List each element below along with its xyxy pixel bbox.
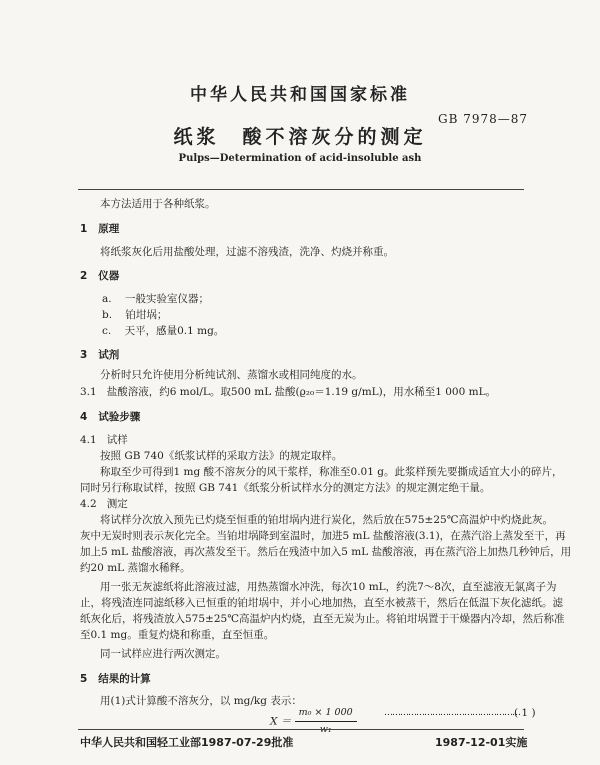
- section-4-1-p2-line2: 同时另行称取试样，按照 GB 741《纸浆分析试样水分的测定方法》的规定测定绝干量。: [80, 482, 491, 494]
- subsection-text: 盐酸溶液，约6 mol/L。取500 mL 盐酸(ϱ₂₀＝1.19 g/mL)，用水稀至1 000 mL。: [106, 386, 497, 398]
- section-4-2-p1-line4: 约20 mL 蒸馏水稀释。: [80, 562, 191, 574]
- section-4-2-p3: 同一试样应进行两次测定。: [100, 648, 226, 660]
- formula-lhs: X ＝: [270, 715, 292, 728]
- instrument-item-a: a. 一般实验室仪器；: [102, 293, 209, 305]
- section-title: 结果的计算: [98, 673, 151, 685]
- standard-category: 中华人民共和国国家标准: [190, 85, 410, 105]
- section-number: 2: [80, 270, 88, 282]
- top-rule: [78, 189, 524, 190]
- effective-date: 1987-12-01实施: [435, 736, 528, 749]
- section-4-2-p2-line1: 用一张无灰滤纸将此溶液过滤，用热蒸馏水冲洗，每次10 mL，约洗7～8次，直至滤液无氯离子为: [100, 581, 557, 593]
- document-title: 纸浆 酸不溶灰分的测定: [173, 126, 427, 148]
- formula-reference: ( 1 ): [514, 707, 536, 719]
- section-number: 5: [80, 673, 88, 685]
- bottom-rule: [78, 729, 524, 730]
- section-1-heading: [80, 221, 119, 236]
- english-title: Pulps—Determination of acid-insoluble ash: [178, 153, 422, 164]
- formula: [270, 706, 357, 737]
- section-number: 3: [80, 349, 88, 361]
- section-3-heading: [80, 347, 119, 362]
- section-4-2-p1-line1: 将试样分次放入预先已灼烧至恒重的铂坩埚内进行炭化，然后放在575±25℃高温炉中灼烧此灰。: [100, 514, 553, 526]
- section-title: 原理: [98, 223, 120, 235]
- section-4-1-p1: 按照 GB 740《纸浆试样的采取方法》的规定取样。: [100, 450, 343, 462]
- section-2-heading: [80, 268, 119, 283]
- section-4-2-p2-line2: 止，将残渣连同滤纸移入已恒重的铂坩埚中，并小心地加热，直至水被蒸干，然后在低温下灰化滤纸。滤: [80, 597, 563, 609]
- section-number: 4: [80, 411, 88, 423]
- section-1-text: 将纸浆灰化后用盐酸处理，过滤不溶残渣，洗净、灼烧并称重。: [100, 246, 394, 258]
- scope-text: 本方法适用于各种纸浆。: [100, 198, 216, 210]
- standard-code: GB 7978—87: [438, 112, 529, 126]
- section-4-1-p2-line1: 称取至少可得到1 mg 酸不溶灰分的风干浆样，称准至0.01 g。此浆样预先要撕成适宜大小的碎片，: [100, 466, 563, 478]
- section-3-1: [80, 385, 496, 399]
- section-5-heading: [80, 671, 151, 686]
- section-4-2-p1-line2: 灰中无炭时则表示灰化完全。当铂坩埚降到室温时，加进5 mL 盐酸溶液(3.1)，在蒸汽浴上蒸发至干，再: [80, 530, 566, 542]
- section-4-2-heading: 4.2 测定: [80, 498, 128, 510]
- section-title: 仪器: [98, 270, 120, 282]
- section-4-2-p1-line3: 加上5 mL 盐酸溶液，再次蒸发至干。然后在残渣中加入5 mL 盐酸溶液，再在蒸汽浴上加热几秒钟后，用: [80, 546, 572, 558]
- subsection-number: 3.1: [80, 386, 97, 398]
- instrument-item-b: b. 铂坩埚；: [102, 309, 168, 321]
- section-number: 1: [80, 223, 88, 235]
- section-5-text: 用(1)式计算酸不溶灰分，以 mg/kg 表示：: [100, 695, 302, 707]
- section-4-heading: [80, 409, 140, 424]
- section-title: 试剂: [98, 349, 120, 361]
- formula-dots: ……………………………………………: [384, 708, 520, 718]
- approval-line: 中华人民共和国轻工业部1987-07-29批准: [80, 736, 294, 749]
- instrument-item-c: c. 天平，感量0.1 mg。: [102, 325, 225, 337]
- section-4-2-p2-line3: 纸灰化后，将残渣放入575±25℃高温炉内灼烧，直至无炭为止。将铂坩埚置于干燥器内冷却，然后称准: [80, 613, 565, 625]
- formula-numerator: m₀ × 1 000: [295, 706, 357, 722]
- section-3-text: 分析时只允许使用分析纯试剂、蒸馏水或相同纯度的水。: [100, 369, 363, 381]
- section-4-1-heading: 4.1 试样: [80, 434, 128, 446]
- section-title: 试验步骤: [98, 411, 141, 423]
- section-4-2-p2-line4: 至0.1 mg。重复灼烧和称重，直至恒重。: [80, 629, 275, 641]
- formula-fraction: [295, 706, 357, 737]
